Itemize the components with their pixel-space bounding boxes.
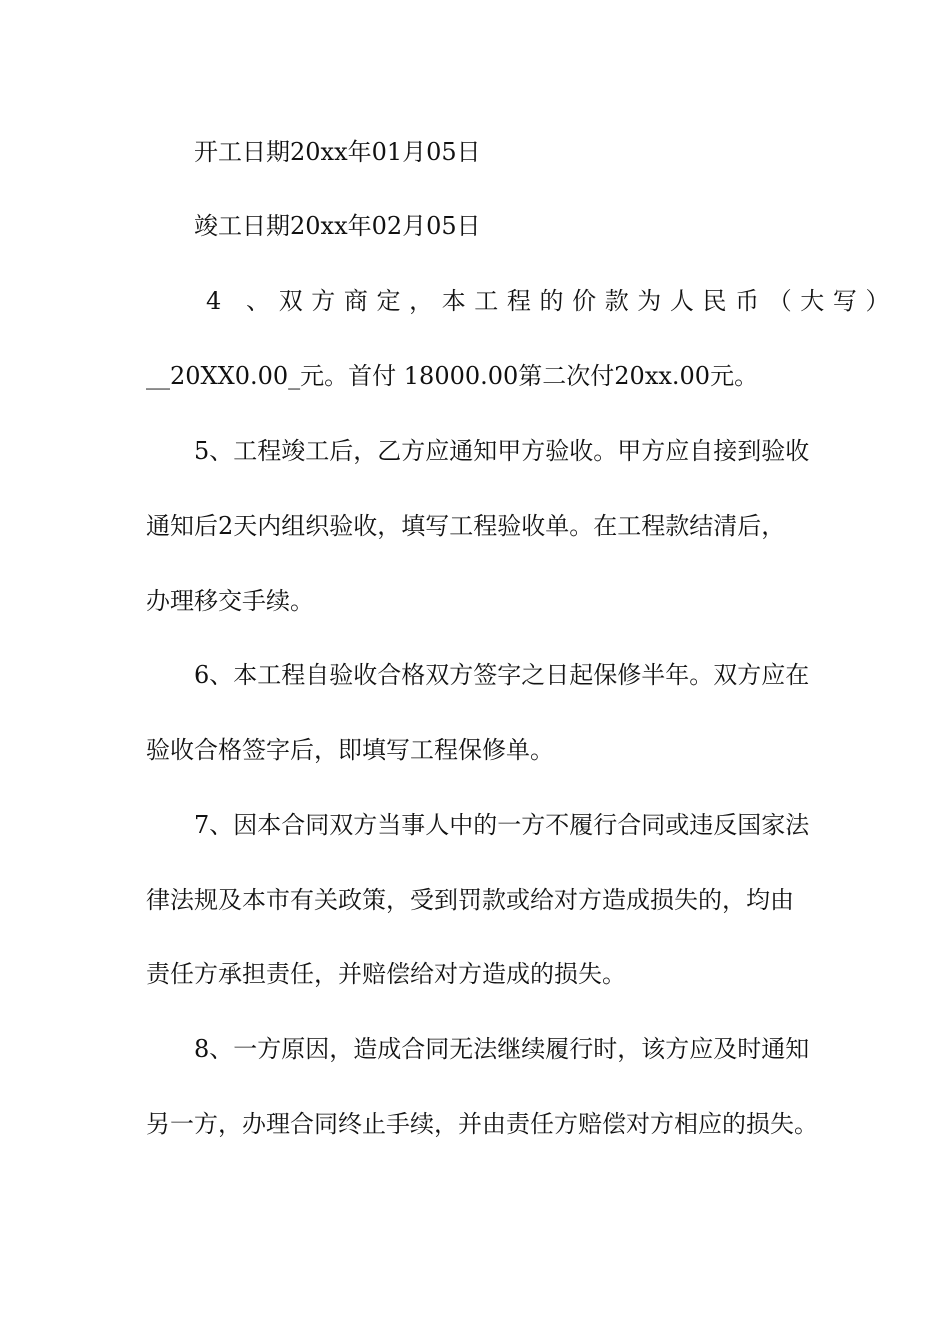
clause-6-line-1: 6、本工程自验收合格双方签字之日起保修半年。双方应在	[194, 661, 810, 689]
clause-4-line-2: __20XX0.00_元。首付 18000.00第二次付20xx.00元。	[146, 362, 759, 390]
clause-7-line-2: 律法规及本市有关政策，受到罚款或给对方造成损失的，均由	[146, 886, 794, 914]
clause-8-line-2: 另一方，办理合同终止手续，并由责任方赔偿对方相应的损失。	[146, 1110, 818, 1138]
start-date-line: 开工日期20xx年01月05日	[194, 138, 481, 166]
clause-6-line-2: 验收合格签字后，即填写工程保修单。	[146, 736, 554, 764]
clause-7-line-3: 责任方承担责任，并赔偿给对方造成的损失。	[146, 960, 626, 988]
clause-4-line-1: 4 、双方商定，本工程的价款为人民币（大写）	[206, 287, 899, 315]
clause-5-line-2: 通知后2天内组织验收，填写工程验收单。在工程款结清后，	[146, 512, 786, 540]
completion-date-line: 竣工日期20xx年02月05日	[194, 212, 481, 240]
clause-5-line-3: 办理移交手续。	[146, 587, 314, 615]
clause-8-line-1: 8、一方原因，造成合同无法继续履行时，该方应及时通知	[194, 1035, 810, 1063]
clause-5-line-1: 5、工程竣工后，乙方应通知甲方验收。甲方应自接到验收	[194, 437, 810, 465]
clause-7-line-1: 7、因本合同双方当事人中的一方不履行合同或违反国家法	[194, 811, 810, 839]
